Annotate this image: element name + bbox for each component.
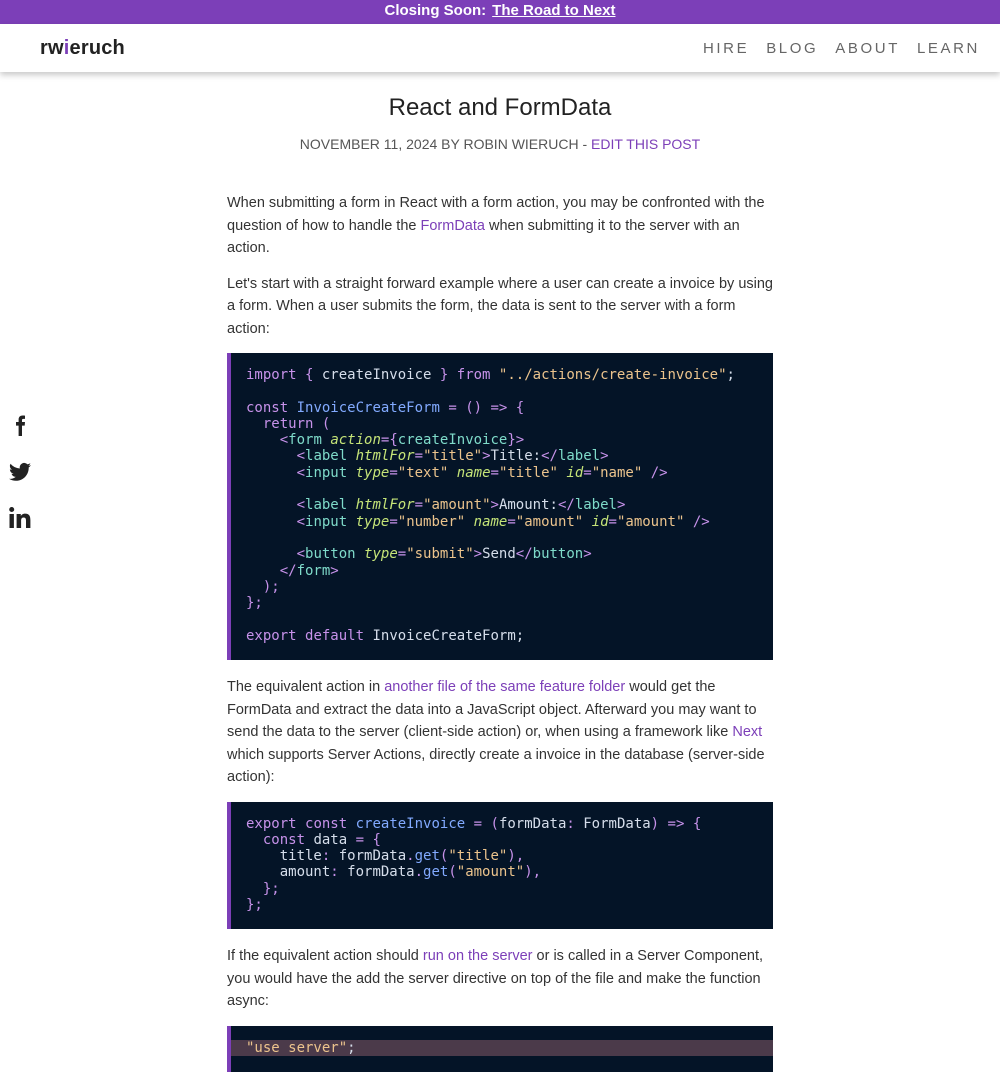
- paragraph-text: If the equivalent action should: [227, 948, 423, 965]
- facebook-icon[interactable]: [8, 414, 32, 438]
- code-line: <button type="submit">Send</button>: [296, 546, 592, 563]
- code-line: <input type="number" name="amount" id="amount" />: [296, 513, 710, 530]
- code-line: );: [262, 578, 280, 595]
- code-block-server: [227, 1026, 773, 1072]
- paragraph-text: When submitting a form in React with a form action, you may be confronted with the question of how to handle the: [227, 195, 765, 234]
- run-on-server-link[interactable]: run on the server: [422, 948, 533, 965]
- code-line: };: [246, 897, 263, 914]
- paragraph-intro: [227, 192, 773, 260]
- nav-item-hire[interactable]: HIRE: [702, 39, 750, 57]
- linkedin-icon[interactable]: [8, 506, 32, 530]
- code-line: };: [246, 595, 263, 612]
- code-line: <form action={createInvoice}>: [279, 432, 525, 449]
- paragraph-example: Let's start with a straight forward example where a user can create a invoice by using a form. When a user submits the form, the data is sent to the server with a form action:: [227, 275, 773, 337]
- paragraph-server: [227, 945, 773, 1013]
- paragraph-text: which supports Server Actions, directly create a invoice in the database (server-side action):: [227, 746, 765, 786]
- next-link[interactable]: Next: [732, 724, 763, 741]
- code-line: return (: [262, 415, 331, 432]
- code-line: <label htmlFor="title">Title:</label>: [296, 448, 609, 465]
- logo-part-b: eruch: [69, 36, 125, 59]
- code-line: import { createInvoice } from "../actions/create-invoice";: [246, 367, 735, 383]
- nav-item-about[interactable]: ABOUT: [835, 39, 900, 57]
- code-line: export const createInvoice = (formData: FormData) => {: [246, 815, 702, 832]
- code-line: <input type="text" name="title" id="name" />: [296, 464, 668, 481]
- banner-prefix: Closing Soon:: [384, 2, 487, 19]
- nav-item-learn[interactable]: LEARN: [916, 39, 980, 57]
- code-line: <label htmlFor="amount">Amount:</label>: [296, 497, 626, 514]
- code-line: export default InvoiceCreateForm;: [246, 627, 525, 644]
- nav-menu: [703, 40, 980, 57]
- code-line: amount: formData.get("amount"),: [246, 864, 542, 881]
- code-line: const InvoiceCreateForm = () => {: [246, 399, 525, 416]
- logo-dot: i: [63, 36, 70, 59]
- code-block-action: [227, 802, 773, 930]
- logo-part-a: rw: [40, 36, 64, 59]
- top-navigation: [0, 24, 1000, 72]
- paragraph-text: or is called in a Server Component, you would have the add the server directive on top of the file and make the function async:: [227, 948, 764, 1010]
- code-line-highlighted: "use server";: [231, 1040, 773, 1056]
- nav-item-blog[interactable]: BLOG: [766, 39, 819, 57]
- feature-folder-link[interactable]: another file of the same feature folder: [384, 679, 626, 696]
- edit-post-link[interactable]: EDIT THIS POST: [591, 136, 701, 152]
- article-body: [227, 192, 773, 1072]
- banner-link[interactable]: The Road to Next: [492, 2, 616, 19]
- paragraph-text: The equivalent action in: [227, 679, 385, 696]
- paragraph-text: when submitting it to the server with an action.: [227, 217, 740, 256]
- code-line: const data = {: [262, 831, 381, 848]
- paragraph-text: would get the FormData and extract the data into a JavaScript object. Afterward you may want to send the data to the server (client-side action) or, when using a framework like: [227, 679, 757, 741]
- post-date-author: NOVEMBER 11, 2024 BY ROBIN WIERUCH -: [299, 136, 592, 152]
- code-block-form: [227, 353, 773, 660]
- code-line: };: [262, 880, 280, 897]
- code-line: title: formData.get("title"),: [246, 848, 525, 865]
- post-title: React and FormData: [388, 94, 612, 121]
- social-share-bar: [8, 414, 32, 530]
- paragraph-action: [227, 676, 773, 789]
- post-meta: [0, 136, 1000, 152]
- promo-banner: [0, 0, 1000, 24]
- site-logo[interactable]: [40, 37, 125, 60]
- code-line: </form>: [279, 562, 339, 579]
- twitter-icon[interactable]: [8, 460, 32, 484]
- formdata-link[interactable]: FormData: [420, 217, 485, 234]
